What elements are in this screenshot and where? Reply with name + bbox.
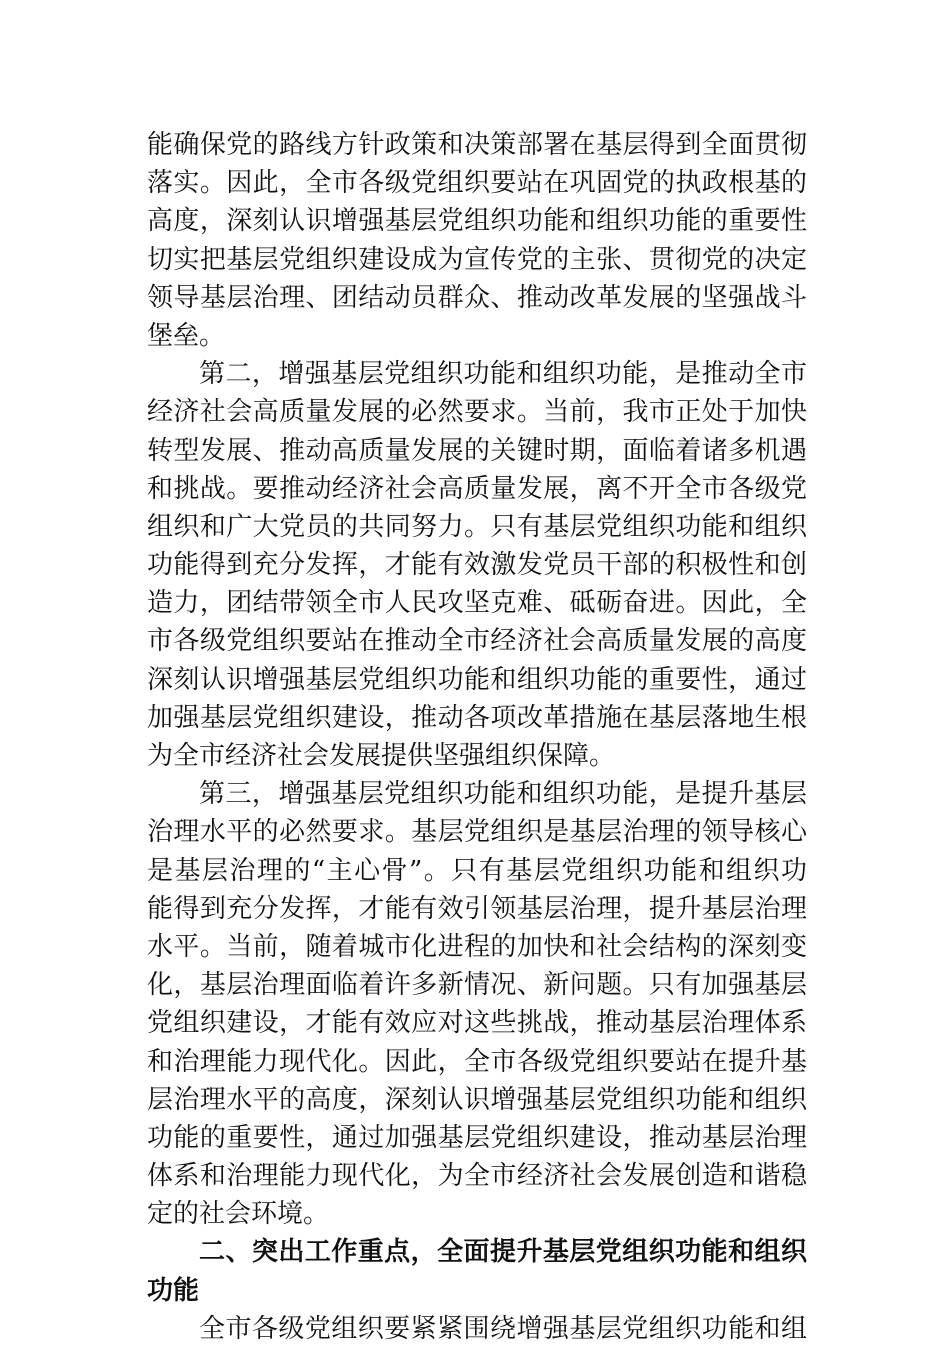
paragraph-line: 党组织建设，才能有效应对这些挑战，推动基层治理体系 [147,1008,807,1039]
paragraph-line: 层治理水平的高度，深刻认识增强基层党组织功能和组织 [147,1084,807,1115]
paragraph-line: 第三，增强基层党组织功能和组织功能，是提升基层 [199,779,807,810]
paragraph-line: 水平。当前，随着城市化进程的加快和社会结构的深刻变 [147,931,807,962]
paragraph-line: 全市各级党组织要紧紧围绕增强基层党组织功能和组 [199,1313,807,1344]
paragraph-line: 功能的重要性，通过加强基层党组织建设，推动基层治理 [147,1122,807,1153]
paragraph-line: 领导基层治理、团结动员群众、推动改革发展的坚强战斗 [147,282,807,313]
paragraph-line: 和治理能力现代化。因此，全市各级党组织要站在提升基 [147,1046,807,1077]
paragraph-line: 为全市经济社会发展提供坚强组织保障。 [147,741,616,771]
paragraph-line: 深刻认识增强基层党组织功能和组织功能的重要性，通过 [147,664,807,695]
paragraph-line: 经济社会高质量发展的必然要求。当前，我市正处于加快 [147,397,807,428]
section-heading-line: 二、突出工作重点，全面提升基层党组织功能和组织 [199,1237,807,1268]
paragraph-line: 功能得到充分发挥，才能有效激发党员干部的积极性和创 [147,550,807,581]
paragraph-line: 定的社会环境。 [147,1199,330,1230]
paragraph-line: 和挑战。要推动经济社会高质量发展，离不开全市各级党 [147,473,807,504]
paragraph-line: 体系和治理能力现代化，为全市经济社会发展创造和谐稳 [147,1161,807,1192]
paragraph-line: 治理水平的必然要求。基层党组织是基层治理的领导核心 [147,817,807,848]
paragraph-line: 加强基层党组织建设，推动各项改革措施在基层落地生根 [147,702,807,733]
paragraph-line: 造力，团结带领全市人民攻坚克难、砥砺奋进。因此，全 [147,588,807,619]
paragraph-line: 市各级党组织要站在推动全市经济社会高质量发展的高度 [147,626,807,657]
paragraph-line: 高度，深刻认识增强基层党组织功能和组织功能的重要性 [147,206,807,237]
paragraph-line: 组织和广大党员的共同努力。只有基层党组织功能和组织 [147,511,807,542]
paragraph-line: 是基层治理的“主心骨”。只有基层党组织功能和组织功 [147,855,807,886]
paragraph-line: 转型发展、推动高质量发展的关键时期，面临着诸多机遇 [147,435,807,466]
paragraph-line: 能确保党的路线方针政策和决策部署在基层得到全面贯彻 [147,130,807,160]
document-body [147,126,807,1348]
paragraph-line: 切实把基层党组织建设成为宣传党的主张、贯彻党的决定 [147,244,807,275]
paragraph-line: 能得到充分发挥，才能有效引领基层治理，提升基层治理 [147,893,807,924]
paragraph-line: 堡垒。 [147,320,226,351]
section-heading-line: 功能 [147,1275,200,1306]
paragraph-line: 第二，增强基层党组织功能和组织功能，是推动全市 [199,359,807,390]
paragraph-line: 化，基层治理面临着许多新情况、新问题。只有加强基层 [147,970,807,1001]
paragraph-line: 落实。因此，全市各级党组织要站在巩固党的执政根基的 [147,168,807,199]
